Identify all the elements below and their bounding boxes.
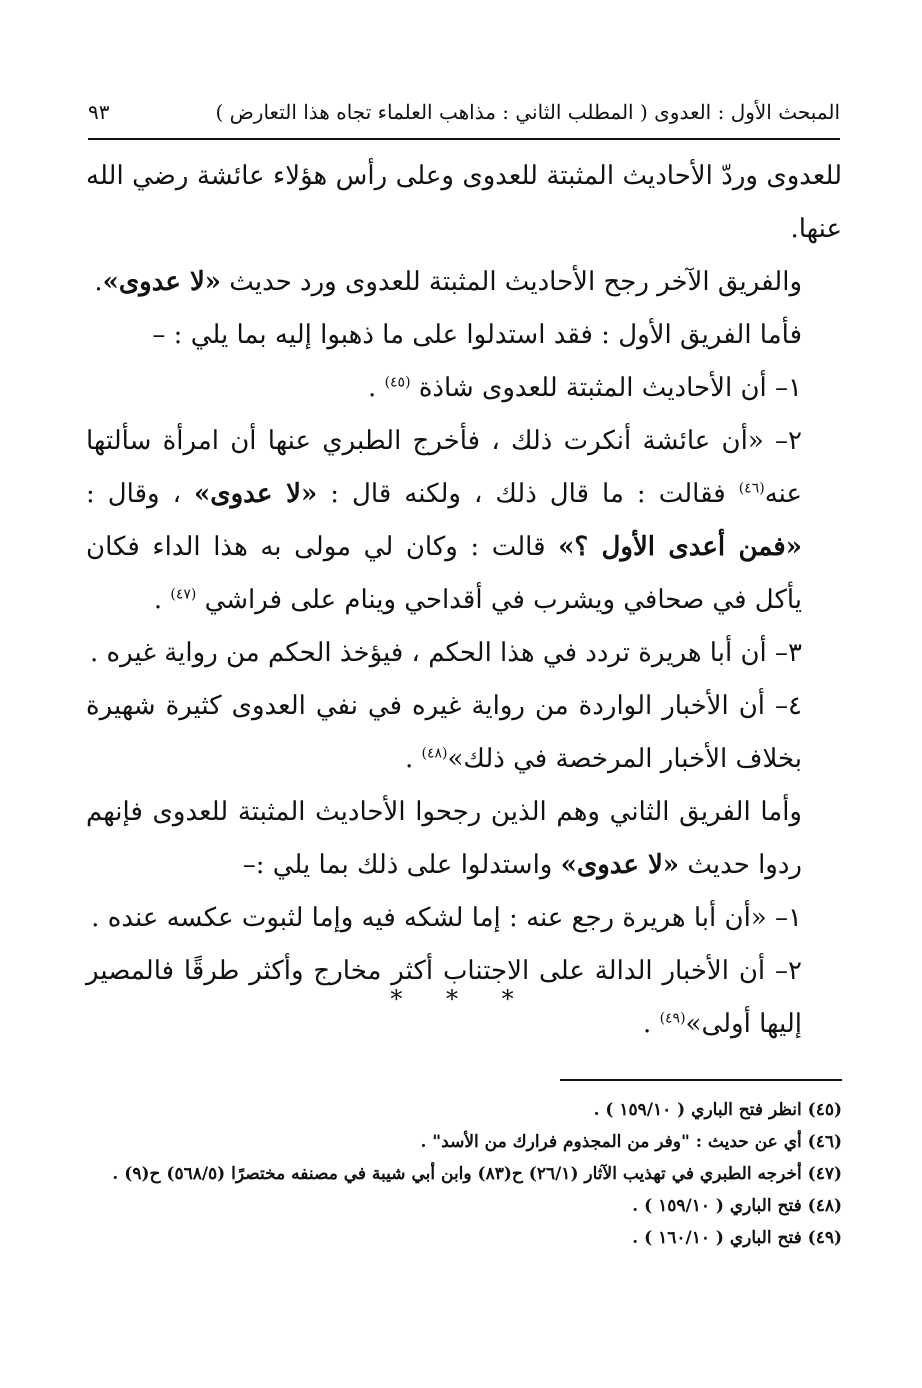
list-item-2-c: ، وقال : — [86, 479, 195, 509]
paragraph-4-a: وأما الفريق الثاني وهم الذين رجحوا الأحاديث المثبتة للعدوى فإنهم ردوا حديث — [86, 797, 802, 880]
paragraph-4 — [86, 786, 842, 892]
list-item-1 — [86, 362, 842, 415]
list-item-1-end: . — [368, 373, 385, 403]
list-item-1-text: ١– أن الأحاديث المثبتة للعدوى شاذة — [418, 373, 802, 403]
list-item-2-a: ٢– «أن عائشة أنكرت ذلك ، فأخرج الطبري عنها أن امرأة سألتها عنه — [86, 426, 802, 509]
footnote-47: (٤٧) أخرجه الطبري في تهذيب الآثار (٢٦/١) ح(٨٣) وابن أبي شيبة في مصنفه مختصرًا (٥٦٨/٥) ح(٩) . — [112, 1164, 842, 1184]
list-item-4-end: . — [404, 744, 422, 774]
list-item-4-text: ٤– أن الأخبار الواردة من رواية غيره في نفي العدوى كثيرة شهيرة بخلاف الأخبار المرخصة في ذلك» — [86, 691, 802, 774]
running-header — [88, 92, 840, 132]
list-item-5: ١– «أن أبا هريرة رجع عنه : إما لشكه فيه وإما لثبوت عكسه عنده . — [91, 903, 802, 933]
footnote-48: (٤٨) فتح الباري ( ١٥٩/١٠ ) . — [632, 1196, 842, 1216]
footnote-45: (٤٥) انظر فتح الباري ( ١٥٩/١٠ ) . — [593, 1100, 842, 1120]
list-item-6-text: ٢– أن الأخبار الدالة على الاجتناب أكثر مخارج وأكثر طرقًا فالمصير إليها أولى» — [86, 956, 802, 1039]
paragraph-2 — [86, 256, 842, 309]
page-number: ٩٣ — [88, 100, 110, 124]
footnote-ref-48: (٤٨) — [421, 745, 448, 762]
list-item-3: ٣– أن أبا هريرة تردد في هذا الحكم ، فيؤخذ الحكم من رواية غيره . — [90, 638, 802, 668]
list-item-2-end: . — [153, 585, 171, 615]
list-item-4 — [86, 680, 842, 786]
list-item-6-end: . — [643, 1009, 660, 1039]
footnote-49: (٤٩) فتح الباري ( ١٦٠/١٠ ) . — [632, 1228, 842, 1248]
paragraph-2-text: والفريق الآخر رجح الأحاديث المثبتة للعدوى ورد حديث — [229, 267, 802, 297]
list-item-2 — [86, 415, 842, 627]
footnote-ref-47: (٤٧) — [170, 586, 197, 603]
paragraph-2-bold: «لا عدوى» — [102, 267, 222, 297]
paragraph-4-b: واستدلوا على ذلك بما يلي :– — [242, 850, 561, 880]
body-text — [86, 150, 842, 1051]
paragraph-2-end: . — [94, 267, 103, 297]
footnote-ref-46: (٤٦) — [738, 480, 765, 497]
footnotes — [86, 1094, 842, 1254]
footnote-ref-49: (٤٩) — [659, 1010, 686, 1027]
list-item-2-bold-1: «لا عدوى» — [194, 479, 318, 509]
section-separator: * * * — [390, 985, 532, 1013]
paragraph-1: للعدوى وردّ الأحاديث المثبتة للعدوى وعلى رأس هؤلاء عائشة رضي الله عنها. — [86, 161, 842, 244]
paragraph-4-bold: «لا عدوى» — [560, 850, 680, 880]
paragraph-3: فأما الفريق الأول : فقد استدلوا على ما ذهبوا إليه بما يلي : – — [152, 320, 802, 350]
footnote-rule — [560, 1079, 842, 1081]
list-item-2-bold-2: «فمن أعدى الأول ؟» — [558, 532, 802, 562]
footnote-46: (٤٦) أي عن حديث : "وفر من المجذوم فرارك من الأسد" . — [420, 1132, 842, 1152]
footnote-ref-45: (٤٥) — [384, 374, 411, 391]
list-item-2-b: فقالت : ما قال ذلك ، ولكنه قال : — [317, 479, 739, 509]
header-rule — [88, 138, 840, 140]
list-item-2-d: قالت : وكان لي مولى به هذا الداء فكان يأكل في صحافي ويشرب في أقداحي وينام على فراشي — [86, 532, 802, 615]
header-title: المبحث الأول : العدوى ( المطلب الثاني : مذاهب العلماء تجاه هذا التعارض ) — [215, 100, 840, 124]
